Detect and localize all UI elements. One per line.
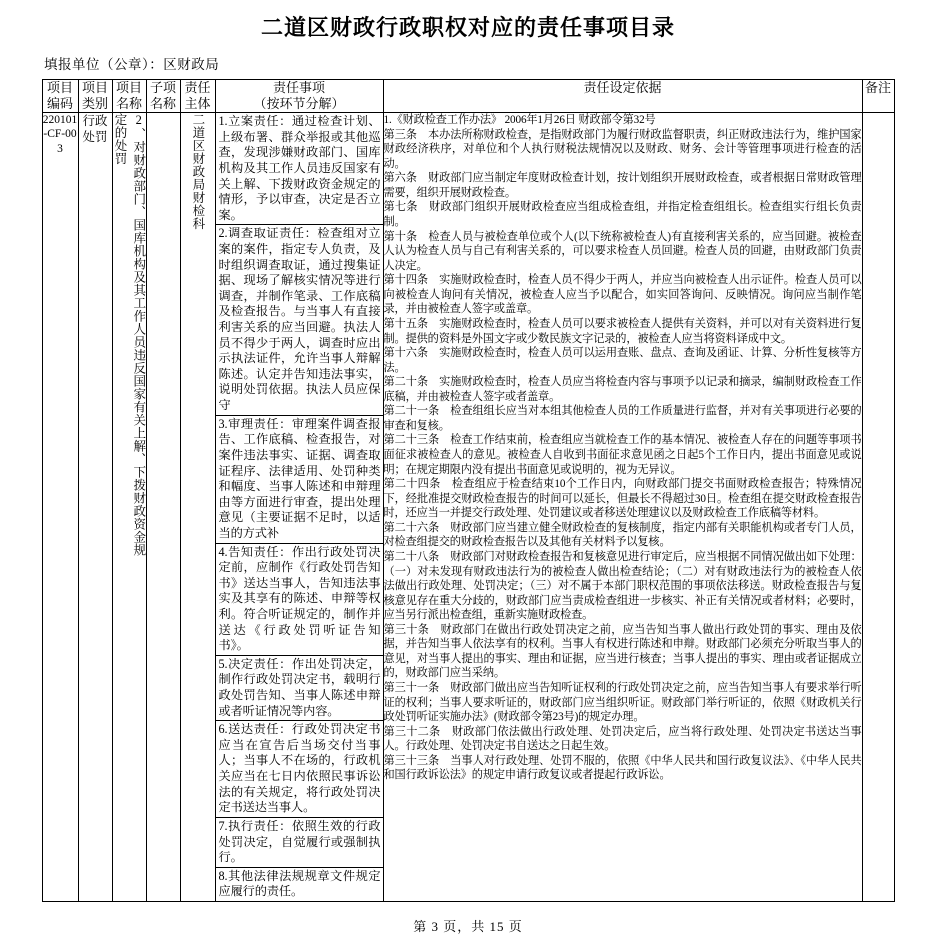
responsibility-table (42, 79, 895, 902)
legal-basis-line: 第七条 财政部门组织开展财政检查应当组成检查组，并指定检查组组长。检查组实行组长负责制。 (383, 201, 862, 229)
legal-basis-line: 第三十三条 当事人对行政处理、处罚不服的，依照《中华人民共和国行政复议法》、《中华人民共和国行政诉讼法》的规定申请行政复议或者提起行政诉讼。 (383, 754, 862, 782)
header-duty-items-l2: （按环节分解） (253, 95, 345, 111)
header-subitem-name (146, 79, 180, 113)
cell-legal-basis (383, 113, 862, 902)
header-responsible-subject (180, 79, 215, 113)
legal-basis-line: 1.《财政检查工作办法》 2006年1月26日 财政部令第32号 (383, 114, 656, 127)
legal-basis-line: 第二十六条 财政部门应当建立健全财政检查的复核制度，指定内部有关职能机构或者专门人员，对检查组提交的财政检查报告以及其他有关材料予以复核。 (383, 521, 862, 549)
table-header-row (42, 79, 894, 113)
duty-item: 7.执行责任：依照生效的行政处罚决定，自觉履行或强制执行。 (216, 818, 383, 868)
header-project-category (78, 79, 112, 113)
duty-item: 3.审理责任：审理案件调查报告、工作底稿、检查报告，对案件违法事实、证据、调查取证程序、法律适用、处罚种类和幅度、当事人陈述和申辩理由等方面进行审查，提出处理意见（主要证据不足时，以适当的方式补 (216, 416, 383, 544)
header-duty-items-l1: 责任事项 (272, 79, 325, 95)
header-project-category-l1: 项目 (81, 79, 108, 95)
header-project-code (42, 79, 78, 113)
duty-item: 4.告知责任：作出行政处罚决定前，应制作《行政处罚告知书》送达当事人，告知违法事实及其享有的陈述、申辩等权利。符合听证规定的，制作并送达《行政处罚听证告知书》。 (216, 544, 383, 656)
responsible-subject-vertical-wrap (181, 113, 215, 230)
legal-basis-line: 第十五条 实施财政检查时，检查人员可以要求被检查人提供有关资料，并可以对有关资料进行复制。提供的资料是外国文字或少数民族文字记录的，被检查人应当将资料译成中文。 (383, 317, 862, 345)
cell-subitem-name (146, 113, 180, 902)
header-remark: 备注 (862, 79, 894, 113)
header-project-name-l2: 名称 (115, 95, 142, 111)
header-legal-basis: 责任设定依据 (383, 79, 862, 113)
duty-item: 5.决定责任：作出处罚决定，制作行政处罚决定书，载明行政处罚告知、当事人陈述申辩或者听证情况等内容。 (216, 656, 383, 721)
cell-responsible-subject (180, 113, 215, 902)
header-duty-items (215, 79, 383, 113)
duty-items-list (216, 113, 383, 901)
legal-basis-line: 第二十条 实施财政检查时，检查人员应当将检查内容与事项予以记录和摘录，编制财政检查工作底稿，并由被检查人签字或者盖章。 (383, 376, 862, 403)
cell-project-name-text: 2、对财政部门、国库机构及其工作人员违反国家有关上解、下拨财政资金规定的处罚 (113, 113, 146, 557)
page-title: 二道区财政行政职权对应的责任事项目录 (260, 15, 675, 40)
cell-project-name (112, 113, 146, 902)
reporting-unit-label: 填报单位（公章）：区财政局 (44, 56, 220, 72)
cell-project-category: 行政处罚 (78, 113, 112, 902)
duty-item: 2.调查取证责任：检查组对立案的案件，指定专人负责，及时组织调查取证，通过搜集证据、现场了解核实情况等进行调查，并制作笔录、工作底稿及检查报告。与当事人有直接利害关系的应当回避。执法人员不得少于两人，调查时应出示执法证件，允许当事人辩解陈述。认定并告知违法事实，说明处罚依据。执法人员应保守 (216, 225, 383, 415)
legal-basis-line: 第十六条 实施财政检查时，检查人员可以运用查账、盘点、查询及函证、计算、分析性复核等方法。 (383, 347, 862, 374)
legal-basis-line: 第二十四条 检查组应于检查结束10个工作日内，向财政部门提交书面财政检查报告；特殊情况下，经批准提交财政检查报告的时间可以延长，但最长不得超过30日。检查组在提交财政检查报告时，还应当一并提交行政处理、处罚建议或者移送处理建议以及财政检查工作底稿等材料。 (383, 478, 862, 520)
header-project-code-l2: 编码 (46, 95, 73, 111)
duty-item: 1.立案责任：通过检查计划、上级布署、群众举报或其他巡查，发现涉嫌财政部门、国库机构及其工作人员违反国家有关上解、下拨财政资金规定的情形，予以审查，决定是否立案。 (216, 113, 383, 225)
duty-item: 6.送达责任：行政处罚决定书应当在宣告后当场交付当事人；当事人不在场的，行政机关应当在七日内依照民事诉讼法的有关规定，将行政处罚决定书送达当事人。 (216, 721, 383, 818)
header-project-category-l2: 类别 (81, 95, 108, 111)
legal-basis-line: 第十条 检查人员与被检查单位或个人(以下统称被检查人)有直接利害关系的，应当回避。被检查人认为检查人员与自己有利害关系的，可以要求检查人员回避。检查人员的回避，由财政部门负责人决定。 (383, 230, 862, 272)
header-responsible-subject-l2: 主体 (184, 95, 211, 111)
cell-project-code: 220101-CF-003 (42, 113, 78, 902)
header-project-name (112, 79, 146, 113)
cell-responsible-subject-text: 二道区财政局财检科 (190, 113, 205, 231)
cell-remark (862, 113, 894, 902)
legal-basis-list (384, 113, 862, 783)
legal-basis-line: 第三十二条 财政部门依法做出行政处理、处罚决定后，应当将行政处理、处罚决定书送达当事人。行政处理、处罚决定书自送达之日起生效。 (383, 725, 862, 753)
header-subitem-name-l1: 子项 (149, 79, 176, 95)
legal-basis-line: 第二十三条 检查工作结束前，检查组应当就检查工作的基本情况、被检查人存在的问题等事项书面征求被检查人的意见。被检查人自收到书面征求意见函之日起5个工作日内，提出书面意见或说明；在规定期限内没有提出书面意见或说明的，视为无异议。 (383, 434, 862, 476)
legal-basis-line: 第三条 本办法所称财政检查，是指财政部门为履行财政监督职责，纠正财政违法行为，维护国家财政经济秩序，对单位和个人执行财税法规情况以及财政、财务、会计等管理事项进行检查的活动。 (383, 128, 862, 170)
header-responsible-subject-l1: 责任 (184, 79, 211, 95)
cell-duty-items (215, 113, 383, 902)
page-footer: 第 3 页，共 15 页 (413, 918, 523, 934)
table-row (42, 113, 894, 902)
legal-basis-line: 第三十条 财政部门在做出行政处罚决定之前，应当告知当事人做出行政处罚的事实、理由及依据，并告知当事人依法享有的权利。当事人有权进行陈述和申辩。财政部门必须充分听取当事人的意见，对当事人提出的事实、理由和证据，应当进行核查；当事人提出的事实、理由或者证据成立的，财政部门应当采纳。 (383, 623, 862, 680)
legal-basis-line: 第二十一条 检查组组长应当对本组其他检查人员的工作质量进行监督，并对有关事项进行必要的审查和复核。 (383, 405, 862, 432)
header-subitem-name-l2: 名称 (149, 95, 176, 111)
legal-basis-line: 第三十一条 财政部门做出应当告知听证权利的行政处罚决定之前，应当告知当事人有要求举行听证的权利；当事人要求听证的，财政部门应当组织听证。财政部门举行听证的，依照《财政机关行政处罚听证实施办法》(财政部令第23号)的规定办理。 (383, 682, 862, 724)
header-project-code-l1: 项目 (46, 79, 73, 95)
legal-basis-line: 第六条 财政部门应当制定年度财政检查计划，按计划组织开展财政检查，或者根据日常财政管理需要，组织开展财政检查。 (383, 172, 862, 199)
project-name-vertical-wrap (113, 113, 146, 568)
header-project-name-l1: 项目 (115, 79, 142, 95)
legal-basis-line: 第十四条 实施财政检查时，检查人员不得少于两人，并应当向被检查人出示证件。检查人员可以向被检查人询问有关情况，被检查人应当予以配合，如实回答询问、反映情况。询问应当制作笔录，并由被检查人签字或盖章。 (383, 274, 862, 316)
legal-basis-line: 第二十八条 财政部门对财政检查报告和复核意见进行审定后，应当根据不同情况做出如下处理：（一）对未发现有财政违法行为的被检查人做出检查结论；（二）对有财政违法行为的被检查人依法做出行政处理、处罚决定；（三）对不属于本部门职权范围的事项依法移送。财政检查报告与复核意见存在重大分歧的，财政部门应当责成检查组进一步核实、补正有关情况或者材料；必要时，应当另行派出检查组，重新实施财政检查。 (383, 550, 862, 622)
duty-item: 8.其他法律法规规章文件规定应履行的责任。 (218, 868, 381, 899)
